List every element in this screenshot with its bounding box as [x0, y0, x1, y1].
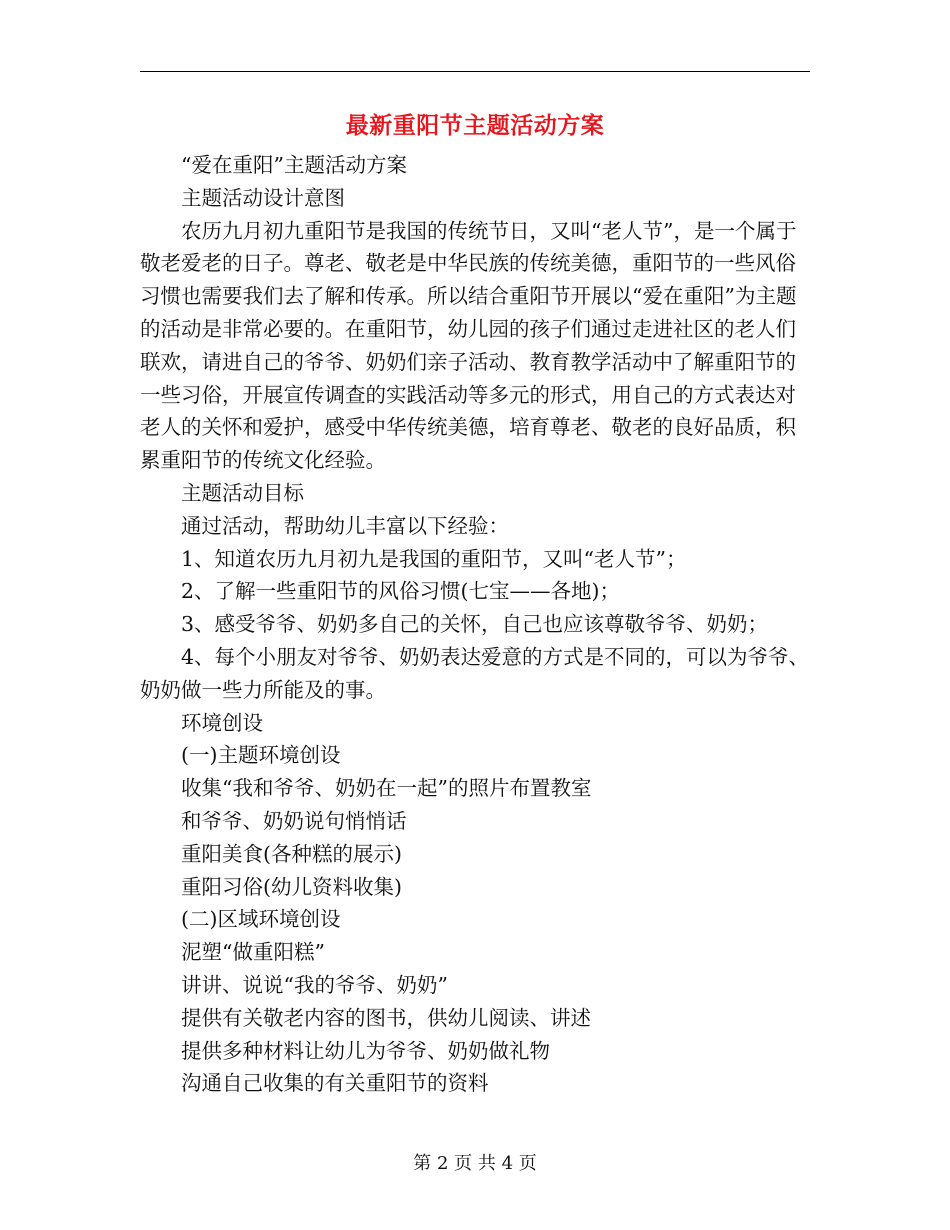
list-item: 重阳习俗(幼儿资料收集) — [181, 874, 402, 899]
heading-goals: 主题活动目标 — [181, 480, 304, 505]
document-title: 最新重阳节主题活动方案 — [345, 112, 605, 139]
heading-environment: 环境创设 — [181, 710, 263, 735]
goal-item: 2、了解一些重阳节的风俗习惯(七宝——各地)； — [181, 579, 621, 604]
list-item: 讲讲、说说“我的爷爷、奶奶” — [181, 972, 448, 997]
document-body — [140, 149, 810, 1100]
list-item: 收集“我和爷爷、奶奶在一起”的照片布置教室 — [181, 776, 592, 801]
paragraph-goals-intro: 通过活动，帮助幼儿丰富以下经验： — [181, 513, 509, 538]
paragraph-subtitle: “爱在重阳”主题活动方案 — [181, 153, 407, 177]
heading-design-intent: 主题活动设计意图 — [181, 185, 345, 210]
goal-item: 4、每个小朋友对爷爷、奶奶表达爱意的方式是不同的，可以为爷爷、奶奶做一些力所能及的事。 — [140, 644, 810, 702]
list-item: 重阳美食(各种糕的展示) — [181, 841, 402, 866]
goal-item: 3、感受爷爷、奶奶多自己的关怀，自己也应该尊敬爷爷、奶奶； — [181, 612, 769, 637]
list-item: 和爷爷、奶奶说句悄悄话 — [181, 808, 407, 833]
subheading-area-environment: (二)区域环境创设 — [181, 907, 341, 932]
list-item: 提供多种材料让幼儿为爷爷、奶奶做礼物 — [181, 1038, 550, 1063]
list-item: 沟通自己收集的有关重阳节的资料 — [181, 1071, 489, 1096]
page-number: 第 2 页 共 4 页 — [413, 1153, 537, 1174]
goal-item: 1、知道农历九月初九是我国的重阳节，又叫“老人节”； — [181, 546, 687, 571]
list-item: 提供有关敬老内容的图书，供幼儿阅读、讲述 — [181, 1005, 591, 1030]
subheading-theme-environment: (一)主题环境创设 — [181, 743, 341, 768]
list-item: 泥塑“做重阳糕” — [181, 940, 325, 965]
paragraph-design-intent: 农历九月初九重阳节是我国的传统节日，又叫“老人节”，是一个属于敬老爱老的日子。尊老、敬老是中华民族的传统美德，重阳节的一些风俗习惯也需要我们去了解和传承。所以结合重阳节开展以“爱在重阳”为主题的活动是非常必要的。在重阳节，幼儿园的孩子们通过走进社区的老人们联欢，请进自己的爷爷、奶奶们亲子活动、教育教学活动中了解重阳节的一些习俗，开展宣传调查的实践活动等多元的形式，用自己的方式表达对老人的关怀和爱护，感受中华传统美德，培育尊老、敬老的良好品质，积累重阳节的传统文化经验。 — [140, 218, 797, 473]
header-rule — [140, 71, 810, 72]
